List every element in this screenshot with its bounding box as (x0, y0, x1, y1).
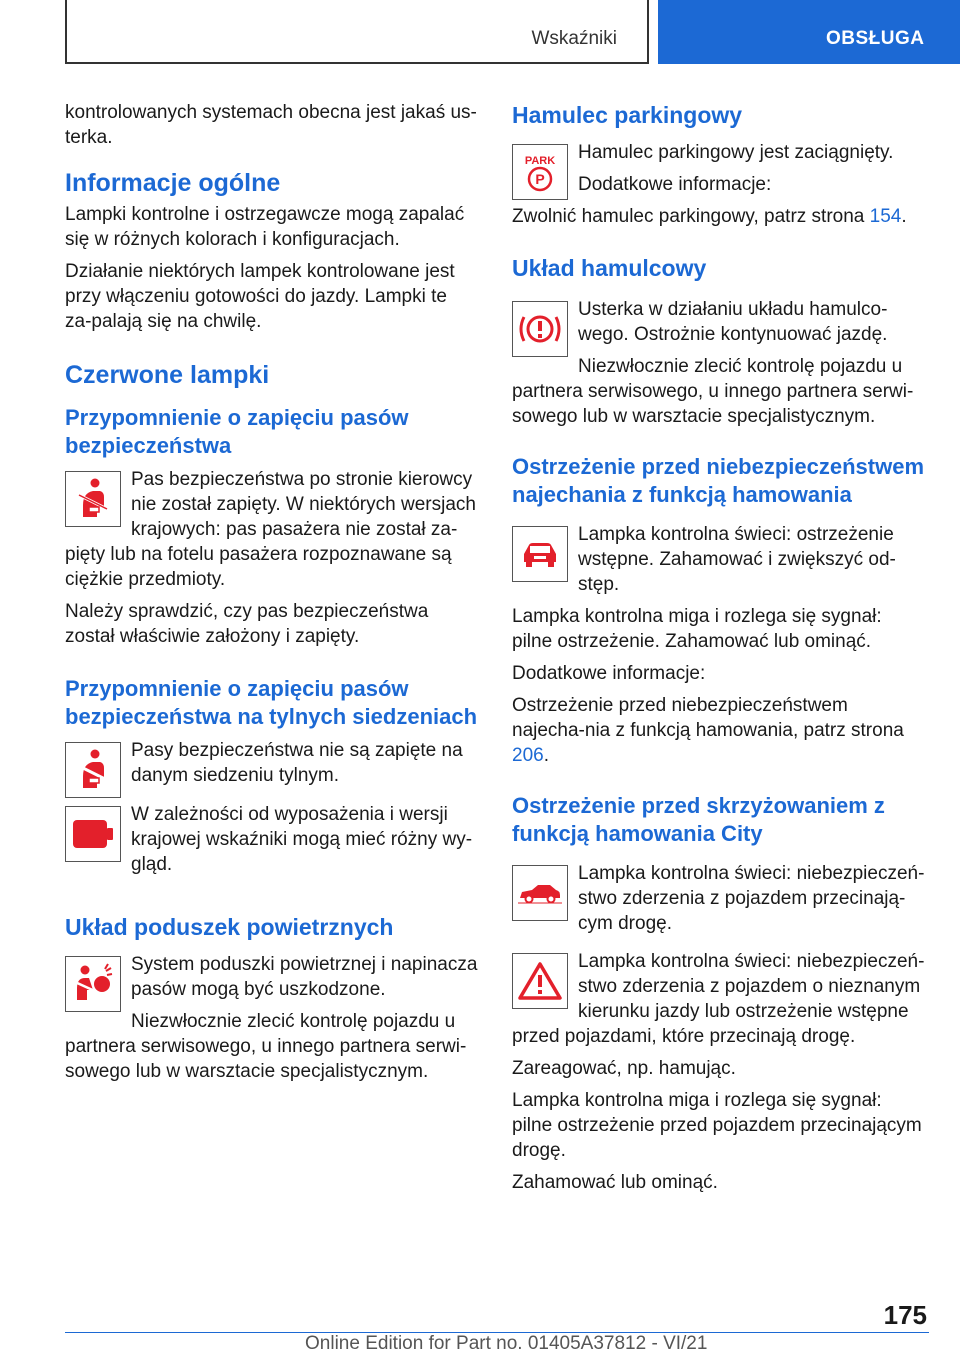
general-text-2: Działanie niektórych lampek kontrolowane jest przy włączeniu gotowości do jazdy. Lampki te za-palają się na chwilę. (65, 261, 455, 332)
parking-brake-icon (512, 144, 568, 200)
cross-traffic-heading: Ostrzeżenie przed skrzyżowaniem z funkcją hamowania City (512, 793, 885, 846)
airbag-heading: Układ poduszek powietrznych (65, 914, 394, 940)
cross-traffic-icon (512, 865, 568, 921)
brake-system-text-2: Niezwłocznie zlecić kontrolę pojazdu u partnera serwisowego, u innego partnera serwi-sowego lub w warsztacie specjalistycznym. (512, 356, 914, 427)
parking-brake-text-2: Dodatkowe informacje: (578, 174, 772, 195)
airbag-text-2: Niezwłocznie zlecić kontrolę pojazdu u partnera serwisowego, u innego partnera serwi-sowego lub w warsztacie specjalistycznym. (65, 1011, 467, 1082)
parking-brake-text-1: Hamulec parkingowy jest zaciągnięty. (578, 142, 894, 163)
intro-text: kontrolowanych systemach obecna jest jakaś us-terka. (65, 102, 477, 148)
collision-text-1: Lampka kontrolna świeci: ostrzeżenie wstępne. Zahamować i zwiększyć od-stęp. (578, 524, 896, 595)
cross-traffic-text-2: Lampka kontrolna świeci: niebezpieczeń-stwo zderzenia z pojazdem o nieznanym kierunku jazdy lub ostrzeżenie wstępne przed pojazdami, które przecinają drogę. (512, 951, 925, 1047)
header-section-box (65, 0, 649, 64)
general-text-1: Lampki kontrolne i ostrzegawcze mogą zapalać się w różnych kolorach i konfiguracjach. (65, 204, 465, 250)
brake-system-heading: Układ hamulcowy (512, 255, 707, 281)
general-warning-icon (512, 953, 568, 1009)
page-link-206[interactable]: 206 (512, 745, 544, 766)
brake-warning-icon (512, 301, 568, 357)
airbag-icon (65, 956, 121, 1012)
collision-text-2: Lampka kontrolna miga i rozlega się sygnał: pilne ostrzeżenie. Zahamować lub ominąć. (512, 606, 882, 652)
red-lamps-heading: Czerwone lampki (65, 361, 270, 389)
rear-seat-indicator-icon (65, 806, 121, 862)
rear-seatbelt-heading: Przypomnienie o zapięciu pasów bezpieczeństwa na tylnych siedzeniach (65, 676, 478, 729)
collision-text-3: Dodatkowe informacje: (512, 663, 706, 684)
svg-text:P: P (535, 171, 545, 187)
right-column (512, 100, 925, 1202)
section-title: Wskaźniki (531, 28, 617, 49)
footer-edition: Online Edition for Part no. 01405A37812 - VI/21 (305, 1333, 708, 1354)
rear-seatbelt-icon (65, 742, 121, 798)
general-heading: Informacje ogólne (65, 169, 281, 197)
seatbelt-icon (65, 471, 121, 527)
rear-seatbelt-text-2: W zależności od wyposażenia i wersji krajowej wskaźniki mogą mieć różny wy-gląd. (131, 804, 473, 875)
cross-traffic-text-5: Zahamować lub ominąć. (512, 1172, 718, 1193)
parking-brake-heading: Hamulec parkingowy (512, 102, 743, 128)
chapter-tab[interactable]: OBSŁUGA (658, 0, 960, 64)
page-number: 175 (883, 1300, 927, 1330)
rear-seatbelt-text-1: Pasy bezpieczeństwa nie są zapięte na danym siedzeniu tylnym. (131, 740, 463, 786)
collision-text-4: Ostrzeżenie przed niebezpieczeństwem najecha-nia z funkcją hamowania, patrz strona 206. (512, 695, 904, 766)
seatbelt-heading: Przypomnienie o zapięciu pasów bezpieczeństwa (65, 405, 409, 458)
parking-brake-text-3: Zwolnić hamulec parkingowy, patrz strona 154. (512, 206, 907, 227)
park-icon-label: PARK (524, 155, 556, 167)
collision-warning-icon (512, 526, 568, 582)
left-column (65, 100, 478, 1091)
cross-traffic-text-4: Lampka kontrolna miga i rozlega się sygnał: pilne ostrzeżenie przed pojazdem przecinającym drogę. (512, 1090, 922, 1161)
seatbelt-text-1: Pas bezpieczeństwa po stronie kierowcy nie został zapięty. W niektórych wersjach krajowych: pas pasażera nie został za-pięty lub na fotelu pasażera rozpoznawane są ciężkie przedmioty. (65, 469, 476, 590)
airbag-text-1: System poduszki powietrznej i napinacza pasów mogą być uszkodzone. (131, 954, 478, 1000)
cross-traffic-text-3: Zareagować, np. hamując. (512, 1058, 736, 1079)
cross-traffic-text-1: Lampka kontrolna świeci: niebezpieczeń-stwo zderzenia z pojazdem przecinają-cym drogę. (578, 863, 925, 934)
collision-heading: Ostrzeżenie przed niebezpieczeństwem najechania z funkcją hamowania (512, 454, 925, 507)
seatbelt-text-2: Należy sprawdzić, czy pas bezpieczeństwa został właściwie założony i zapięty. (65, 601, 429, 647)
page-link-154[interactable]: 154 (869, 206, 902, 227)
brake-system-text-1: Usterka w działaniu układu hamulco-wego. Ostrożnie kontynuować jazdę. (578, 299, 888, 345)
